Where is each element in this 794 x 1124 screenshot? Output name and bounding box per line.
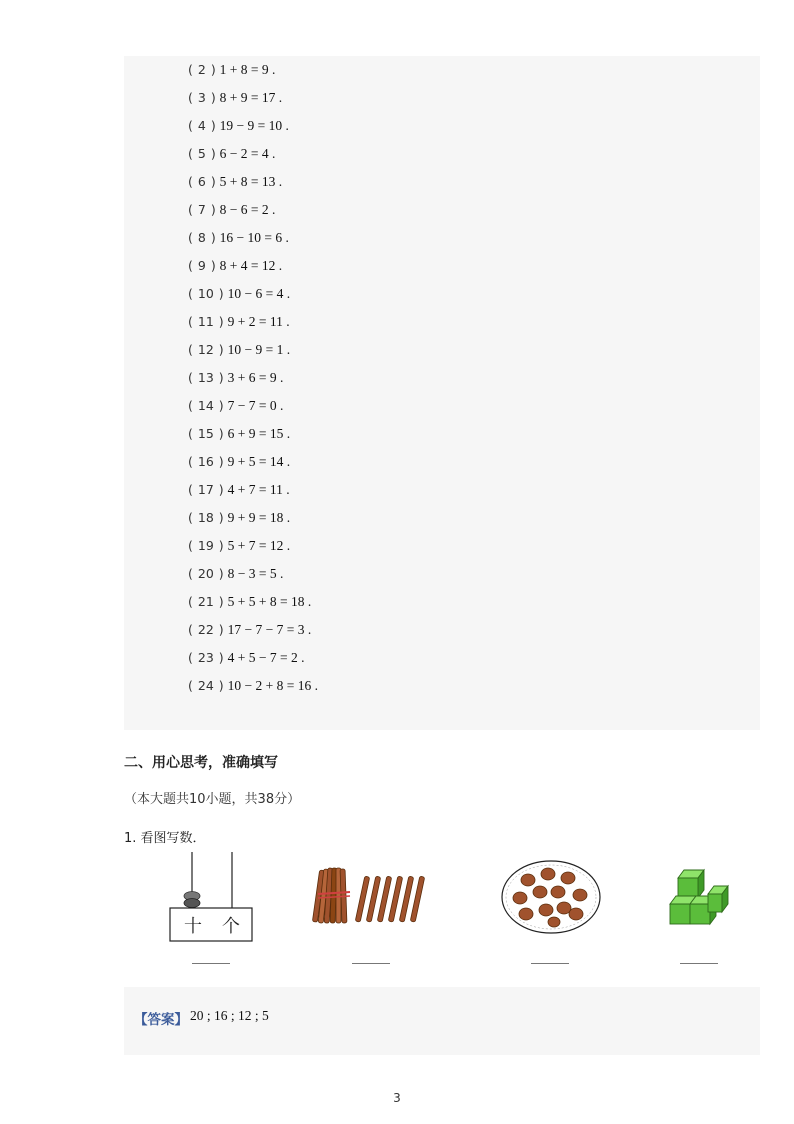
- paren-open: (: [188, 510, 198, 525]
- equation-number: 12: [197, 342, 214, 357]
- equation-row: [188, 562, 318, 590]
- equation-number: 21: [197, 594, 214, 609]
- equation-expression: 6 − 2 = 4 .: [219, 146, 276, 161]
- equation-expression: 10 − 6 = 4 .: [227, 286, 291, 301]
- equation-expression: 5 + 7 = 12 .: [227, 538, 291, 553]
- paren-close: ): [213, 622, 228, 637]
- paren-open: (: [188, 370, 198, 385]
- answer-blank-1[interactable]: [192, 963, 230, 964]
- page-number: 3: [393, 1091, 401, 1105]
- equation-expression: 8 + 9 = 17 .: [219, 90, 283, 105]
- paren-open: (: [188, 258, 198, 273]
- paren-open: (: [188, 538, 198, 553]
- equation-expression: 9 + 5 = 14 .: [227, 454, 291, 469]
- equation-row: [188, 114, 318, 142]
- paren-open: (: [188, 314, 198, 329]
- paren-open: (: [188, 342, 198, 357]
- paren-open: (: [188, 566, 198, 581]
- equation-row: [188, 142, 318, 170]
- equation-number: 6: [197, 174, 206, 189]
- chestnut-plate-image: [500, 858, 602, 936]
- equation-number: 15: [197, 426, 214, 441]
- abacus-ones-label: 个: [222, 916, 240, 937]
- equation-expression: 8 − 3 = 5 .: [227, 566, 284, 581]
- paren-close: ): [205, 174, 220, 189]
- equation-expression: 10 − 9 = 1 .: [227, 342, 291, 357]
- equation-number: 10: [197, 286, 214, 301]
- paren-open: (: [188, 482, 198, 497]
- equation-row: [188, 58, 318, 86]
- paren-open: (: [188, 118, 198, 133]
- paren-close: ): [213, 650, 228, 665]
- paren-open: (: [188, 594, 198, 609]
- paren-open: (: [188, 678, 198, 693]
- paren-open: (: [188, 90, 198, 105]
- paren-close: ): [205, 146, 220, 161]
- answer-label: 【答案】: [134, 1012, 188, 1028]
- equation-expression: 19 − 9 = 10 .: [219, 118, 289, 133]
- equation-row: [188, 422, 318, 450]
- paren-close: ): [213, 370, 228, 385]
- paren-close: ): [205, 118, 220, 133]
- answer-blank-4[interactable]: [680, 963, 718, 964]
- equation-row: [188, 506, 318, 534]
- equation-expression: 3 + 6 = 9 .: [227, 370, 284, 385]
- equation-row: [188, 226, 318, 254]
- equation-expression: 10 − 2 + 8 = 16 .: [227, 678, 318, 693]
- equation-row: [188, 170, 318, 198]
- equation-expression: 4 + 7 = 11 .: [227, 482, 290, 497]
- paren-open: (: [188, 622, 198, 637]
- paren-close: ): [213, 286, 228, 301]
- equation-row: [188, 534, 318, 562]
- equation-expression: 9 + 9 = 18 .: [227, 510, 291, 525]
- equation-row: [188, 282, 318, 310]
- equation-number: 17: [197, 482, 214, 497]
- equation-expression: 7 − 7 = 0 .: [227, 398, 284, 413]
- paren-open: (: [188, 230, 198, 245]
- equation-number: 2: [197, 62, 206, 77]
- paren-close: ): [213, 678, 228, 693]
- paren-close: ): [213, 398, 228, 413]
- paren-close: ): [213, 342, 228, 357]
- equation-number: 3: [197, 90, 206, 105]
- cubes-image: [668, 866, 730, 928]
- equation-number: 8: [197, 230, 206, 245]
- paren-open: (: [188, 286, 198, 301]
- equation-row: [188, 338, 318, 366]
- paren-open: (: [188, 426, 198, 441]
- paren-close: ): [205, 230, 220, 245]
- paren-close: ): [205, 202, 220, 217]
- section-note: （本大题共10小题，共38分）: [124, 792, 301, 807]
- equation-list: [188, 58, 318, 702]
- equation-expression: 8 + 4 = 12 .: [219, 258, 283, 273]
- equation-expression: 9 + 2 = 11 .: [227, 314, 290, 329]
- paren-close: ): [213, 314, 228, 329]
- paren-close: ): [213, 454, 228, 469]
- equation-row: [188, 450, 318, 478]
- paren-close: ): [205, 62, 220, 77]
- answer-blank-2[interactable]: [352, 963, 390, 964]
- equation-row: [188, 478, 318, 506]
- answer-blank-3[interactable]: [531, 963, 569, 964]
- equation-expression: 5 + 8 = 13 .: [219, 174, 283, 189]
- equation-expression: 8 − 6 = 2 .: [219, 202, 276, 217]
- equation-number: 18: [197, 510, 214, 525]
- equation-number: 19: [197, 538, 214, 553]
- abacus-tens-label: 十: [184, 916, 202, 937]
- equation-row: [188, 394, 318, 422]
- paren-open: (: [188, 146, 198, 161]
- abacus-image: [168, 850, 258, 945]
- equation-number: 9: [197, 258, 206, 273]
- equation-number: 14: [197, 398, 214, 413]
- paren-open: (: [188, 174, 198, 189]
- paren-close: ): [205, 258, 220, 273]
- sticks-image: [312, 864, 430, 928]
- equation-number: 22: [197, 622, 214, 637]
- equation-number: 5: [197, 146, 206, 161]
- paren-close: ): [213, 566, 228, 581]
- paren-open: (: [188, 454, 198, 469]
- equation-number: 24: [197, 678, 214, 693]
- equation-expression: 4 + 5 − 7 = 2 .: [227, 650, 305, 665]
- equation-row: [188, 254, 318, 282]
- paren-close: ): [213, 538, 228, 553]
- answer-value: 20 ; 16 ; 12 ; 5: [190, 1008, 269, 1023]
- equation-row: [188, 590, 318, 618]
- paren-open: (: [188, 398, 198, 413]
- paren-open: (: [188, 202, 198, 217]
- section-title: 二、用心思考，准确填写: [124, 755, 278, 771]
- equation-number: 11: [197, 314, 214, 329]
- equation-row: [188, 674, 318, 702]
- paren-open: (: [188, 62, 198, 77]
- equation-number: 4: [197, 118, 206, 133]
- equation-expression: 17 − 7 − 7 = 3 .: [227, 622, 312, 637]
- equation-expression: 16 − 10 = 6 .: [219, 230, 289, 245]
- equation-row: [188, 618, 318, 646]
- equation-expression: 6 + 9 = 15 .: [227, 426, 291, 441]
- paren-close: ): [213, 426, 228, 441]
- paren-close: ): [213, 594, 228, 609]
- paren-close: ): [213, 482, 228, 497]
- equation-number: 13: [197, 370, 214, 385]
- equation-number: 20: [197, 566, 214, 581]
- equation-row: [188, 198, 318, 226]
- paren-open: (: [188, 650, 198, 665]
- question-text: 1. 看图写数．: [124, 831, 206, 846]
- equation-expression: 5 + 5 + 8 = 18 .: [227, 594, 312, 609]
- equation-row: [188, 366, 318, 394]
- paren-close: ): [213, 510, 228, 525]
- equation-row: [188, 86, 318, 114]
- equation-number: 16: [197, 454, 214, 469]
- equation-number: 23: [197, 650, 214, 665]
- equation-row: [188, 646, 318, 674]
- equation-number: 7: [197, 202, 206, 217]
- equation-row: [188, 310, 318, 338]
- paren-close: ): [205, 90, 220, 105]
- equation-expression: 1 + 8 = 9 .: [219, 62, 276, 77]
